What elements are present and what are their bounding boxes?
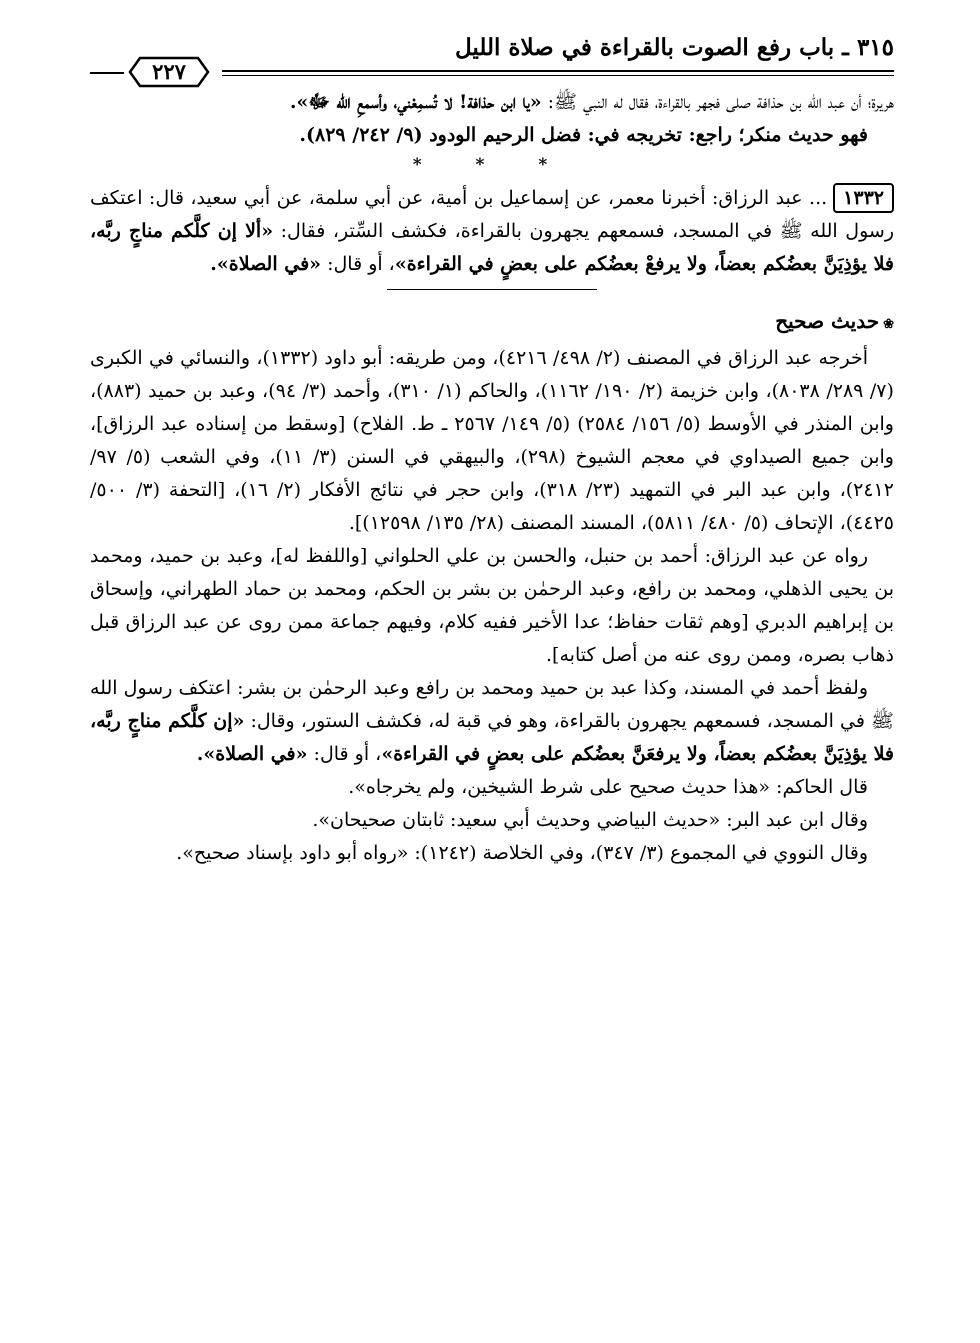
page-number: ٢٢٧ xyxy=(152,59,186,84)
header-rule xyxy=(222,70,894,76)
hadith-number-badge: ١٣٣٢ xyxy=(833,183,894,213)
page-number-badge xyxy=(128,56,210,88)
hadith-text-continued: ، أو قال: xyxy=(321,253,395,275)
takhrij-paragraph: أخرجه عبد الرزاق في المصنف (٢/ ٤٩٨/ ٤٢١٦)، ومن طريقه: أبو داود (١٣٣٢)، والنسائي في الكبرى (٧/ ٢٨٩/ ٨٠٣٨)، وابن خزيمة (٢/ ١٩٠/ ١١٦٢)، والحاكم (١/ ٣١٠)، وأحمد (٣/ ٩٤)، وعبد بن حميد (٨٨٣)، وابن المنذر في الأوسط (٥/ ١٥٦/ ٢٥٨٤) (٥/ ١٤٩/ ٢٥٦٧ ـ ط. الفلاح) [وسقط من إسناده عبد الرزاق]، وابن جميع الصيداوي في معجم الشيوخ (٢٩٨)، والبيهقي في السنن (٣/ ١١)، وفي الشعب (٥/ ٩٧/ ٢٤١٢)، وابن عبد البر في التمهيد (٢٣/ ٣١٨)، وابن حجر في نتائج الأفكار (٢/ ١٦)، [التحفة (٣/ ٥٠٠/ ٤٤٢٥)، الإتحاف (٥/ ٤٨٠/ ٥٨١١)، المسند المصنف (٢٨/ ١٣٥/ ١٢٥٩٨)]. xyxy=(90,347,894,534)
hadith-quote: «ألا إن كلَّكم مناجٍ ربَّه، فلا يؤذِيَنَّ بعضُكم بعضاً، ولا يرفعْ بعضُكم على بعضٍ في القراءة» xyxy=(90,220,894,275)
section-stars: * * * xyxy=(412,155,572,175)
page-header xyxy=(90,34,894,86)
munkar-note: فهو حديث منكر؛ راجع: تخريجه في: فضل الرحيم الودود (٩/ ٢٤٢/ ٨٢٩). xyxy=(299,124,868,146)
intro-text: هريرة؛ أن عبد الله بن حذافة صلى فجهر بالقراءة، فقال له النبي ﷺ: xyxy=(541,91,894,113)
nawawi-statement: وقال النووي في المجموع (٣/ ٣٤٧)، وفي الخلاصة (١٢٤٢): «رواه أبو داود بإسناد صحيح». xyxy=(176,842,868,864)
wording-text-continued: ، أو قال: xyxy=(307,743,382,765)
wording-text: ولفظ أحمد في المسند، وكذا عبد بن حميد ومحمد بن رافع وعبد الرحمٰن بن بشر: اعتكف رسول الله ﷺ في المسجد، فسمعهم يجهرون بالقراءة، وهو في قبة له، فكشف الستور، وقال: xyxy=(90,677,895,732)
hadith-text: ... عبد الرزاق: أخبرنا معمر، عن إسماعيل بن أمية، عن أبي سلمة، عن أبي سعيد، قال: اعتكف رسول الله ﷺ في المسجد، فسمعهم يجهرون بالقراءة، فكشف السِّتر، فقال: xyxy=(90,187,894,242)
ibn-abd-albarr-statement: وقال ابن عبد البر: «حديث البياضي وحديث أبي سعيد: ثابتان صحيحان». xyxy=(312,809,868,831)
wording-paragraph xyxy=(90,672,894,771)
wording-quote: «إن كلَّكم مناجٍ ربَّه، فلا يؤذِيَنَّ بعضُكم بعضاً، ولا يرفعَنَّ بعضُكم على بعضٍ في القراءة» xyxy=(90,710,894,765)
page-body xyxy=(90,86,894,870)
flower-icon: ❀ xyxy=(883,317,894,332)
intro-paragraph xyxy=(90,86,894,119)
wording-quote-alt: «في الصلاة». xyxy=(196,743,308,765)
section-divider xyxy=(387,289,597,290)
hakim-statement: قال الحاكم: «هذا حديث صحيح على شرط الشيخين، ولم يخرجاه». xyxy=(348,776,868,798)
ruling-heading-text: حديث صحيح xyxy=(775,309,880,333)
hadith-quote-alt: «في الصلاة». xyxy=(210,253,322,275)
header-left-dash xyxy=(90,72,124,74)
running-title: ٣١٥ ـ باب رفع الصوت بالقراءة في صلاة الليل xyxy=(455,34,894,61)
narrators-paragraph: رواه عن عبد الرزاق: أحمد بن حنبل، والحسن بن علي الحلواني [واللفظ له]، وعبد بن حميد، ومحمد بن يحيى الذهلي، ومحمد بن رافع، وعبد الرحمٰن بن بشر بن الحكم، ومحمد بن حماد الطهراني، وإسحاق بن إبراهيم الدبري [وهم ثقات حفاظ؛ عدا الأخير ففيه كلام، وفيهم جماعة ممن روى عن عبد الرزاق قبل ذهاب بصره، وممن روى عنه من أصل كتابه]. xyxy=(90,545,894,666)
intro-quote: «يا ابن حذافة! لا تُسمِعْني، وأسمعِ الله ﷻ». xyxy=(289,91,542,113)
ruling-heading xyxy=(90,304,894,342)
hadith-paragraph xyxy=(90,182,894,281)
